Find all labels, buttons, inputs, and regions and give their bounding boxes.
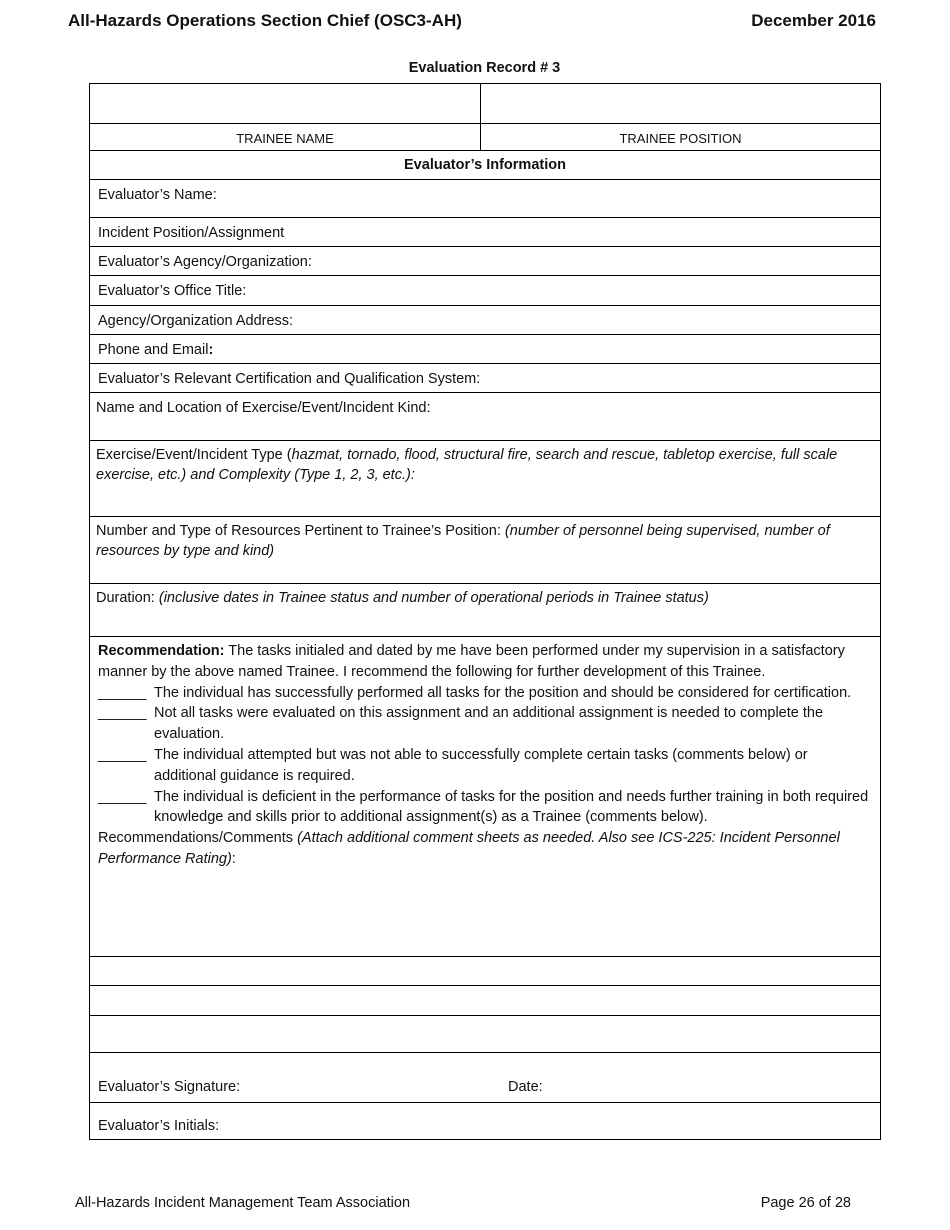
recommendation-option bbox=[98, 683, 872, 704]
trainee-label-row bbox=[90, 123, 880, 150]
incident-position-label: Incident Position/Assignment bbox=[98, 225, 285, 241]
initials-field[interactable] bbox=[90, 1102, 880, 1139]
exercise-name-location-label: Name and Location of Exercise/Event/Incident Kind: bbox=[96, 400, 431, 416]
signature-label[interactable]: Evaluator’s Signature: bbox=[98, 1079, 241, 1095]
page-number: Page 26 of 28 bbox=[760, 1195, 851, 1211]
trainee-input-row bbox=[90, 84, 880, 123]
recommendation-option bbox=[98, 745, 872, 787]
recommendation-option bbox=[98, 703, 872, 745]
resources-label: Number and Type of Resources Pertinent to Trainee’s Position: bbox=[96, 523, 505, 539]
trainee-name-label: TRAINEE NAME bbox=[90, 124, 481, 150]
option-3-text: The individual attempted but was not able to successfully complete certain tasks (comments below) or additional guidance is required. bbox=[154, 746, 808, 784]
recommendation-label: Recommendation: bbox=[98, 643, 225, 659]
option-3-blank[interactable]: ______ bbox=[98, 746, 147, 763]
exercise-type-field[interactable] bbox=[90, 440, 880, 516]
phone-email-colon: : bbox=[208, 342, 214, 358]
evaluator-agency-field[interactable] bbox=[90, 246, 880, 275]
incident-position-field[interactable] bbox=[90, 217, 880, 246]
phone-email-field[interactable] bbox=[90, 334, 880, 363]
evaluator-name-label: Evaluator’s Name: bbox=[98, 187, 217, 203]
comments-instructions bbox=[98, 828, 872, 870]
exercise-type-hint: hazmat, tornado, flood, structural fire, search and rescue, tabletop exercise, full scale exercise, etc.) and Complexity (Type 1, 2, 3, etc.): bbox=[96, 447, 838, 483]
comment-line-1[interactable] bbox=[90, 956, 880, 985]
duration-hint: (inclusive dates in Trainee status and number of operational periods in Trainee status) bbox=[158, 590, 709, 606]
recommendation-intro-text: The tasks initialed and dated by me have been performed under my supervision in a satisfactory manner by the above named Trainee. I recommend the following for further development of this Trainee. bbox=[98, 643, 845, 680]
date-label[interactable]: Date: bbox=[508, 1079, 543, 1095]
evaluator-section-title: Evaluator’s Information bbox=[90, 150, 880, 179]
comment-line-3[interactable] bbox=[90, 1015, 880, 1052]
agency-address-label: Agency/Organization Address: bbox=[98, 313, 294, 329]
exercise-type-label: Exercise/Event/Incident Type ( bbox=[96, 447, 292, 463]
document-title: All-Hazards Operations Section Chief (OSC3-AH) bbox=[68, 11, 462, 30]
option-4-text: The individual is deficient in the performance of tasks for the position and needs further training in both required knowledge and skills prior to additional assignment(s) as a Trainee (comments below). bbox=[154, 788, 869, 826]
option-2-blank[interactable]: ______ bbox=[98, 705, 147, 722]
trainee-position-field[interactable] bbox=[481, 84, 880, 123]
option-1-text: The individual has successfully performed all tasks for the position and should be considered for certification. bbox=[154, 684, 852, 701]
document-date: December 2016 bbox=[751, 11, 876, 30]
phone-email-label: Phone and Email bbox=[98, 342, 209, 358]
evaluation-form bbox=[89, 83, 881, 1140]
exercise-name-location-field[interactable] bbox=[90, 392, 880, 440]
trainee-position-label: TRAINEE POSITION bbox=[619, 131, 742, 146]
trainee-name-field[interactable] bbox=[90, 84, 481, 123]
recommendation-option bbox=[98, 787, 872, 829]
recommendation-intro bbox=[98, 641, 872, 683]
signature-row bbox=[90, 1052, 880, 1102]
comments-colon: : bbox=[231, 850, 236, 867]
comments-label: Recommendations/Comments bbox=[98, 830, 298, 847]
footer-organization: All-Hazards Incident Management Team Association bbox=[75, 1195, 411, 1211]
certification-field[interactable] bbox=[90, 363, 880, 392]
option-1-blank[interactable]: ______ bbox=[98, 684, 147, 701]
resources-hint: (number of personnel being supervised, number of resources by type and kind) bbox=[96, 523, 830, 559]
option-2-text: Not all tasks were evaluated on this assignment and an additional assignment is needed to complete the evaluation. bbox=[154, 705, 824, 743]
certification-label: Evaluator’s Relevant Certification and Qualification System: bbox=[98, 371, 481, 387]
evaluator-agency-label: Evaluator’s Agency/Organization: bbox=[98, 254, 312, 270]
comments-hint: (Attach additional comment sheets as needed. Also see ICS-225: Incident Personnel Performance Rating) bbox=[98, 830, 840, 867]
duration-label: Duration: bbox=[96, 590, 159, 606]
evaluator-office-title-field[interactable] bbox=[90, 275, 880, 305]
initials-label: Evaluator’s Initials: bbox=[98, 1118, 220, 1134]
resources-field[interactable] bbox=[90, 516, 880, 583]
evaluator-name-field[interactable] bbox=[90, 179, 880, 217]
record-title: Evaluation Record # 3 bbox=[408, 60, 561, 76]
option-4-blank[interactable]: ______ bbox=[98, 788, 147, 805]
evaluator-office-title-label: Evaluator’s Office Title: bbox=[98, 283, 247, 299]
recommendation-section bbox=[90, 636, 880, 956]
agency-address-field[interactable] bbox=[90, 305, 880, 334]
comment-line-2[interactable] bbox=[90, 985, 880, 1015]
duration-field[interactable] bbox=[90, 583, 880, 636]
